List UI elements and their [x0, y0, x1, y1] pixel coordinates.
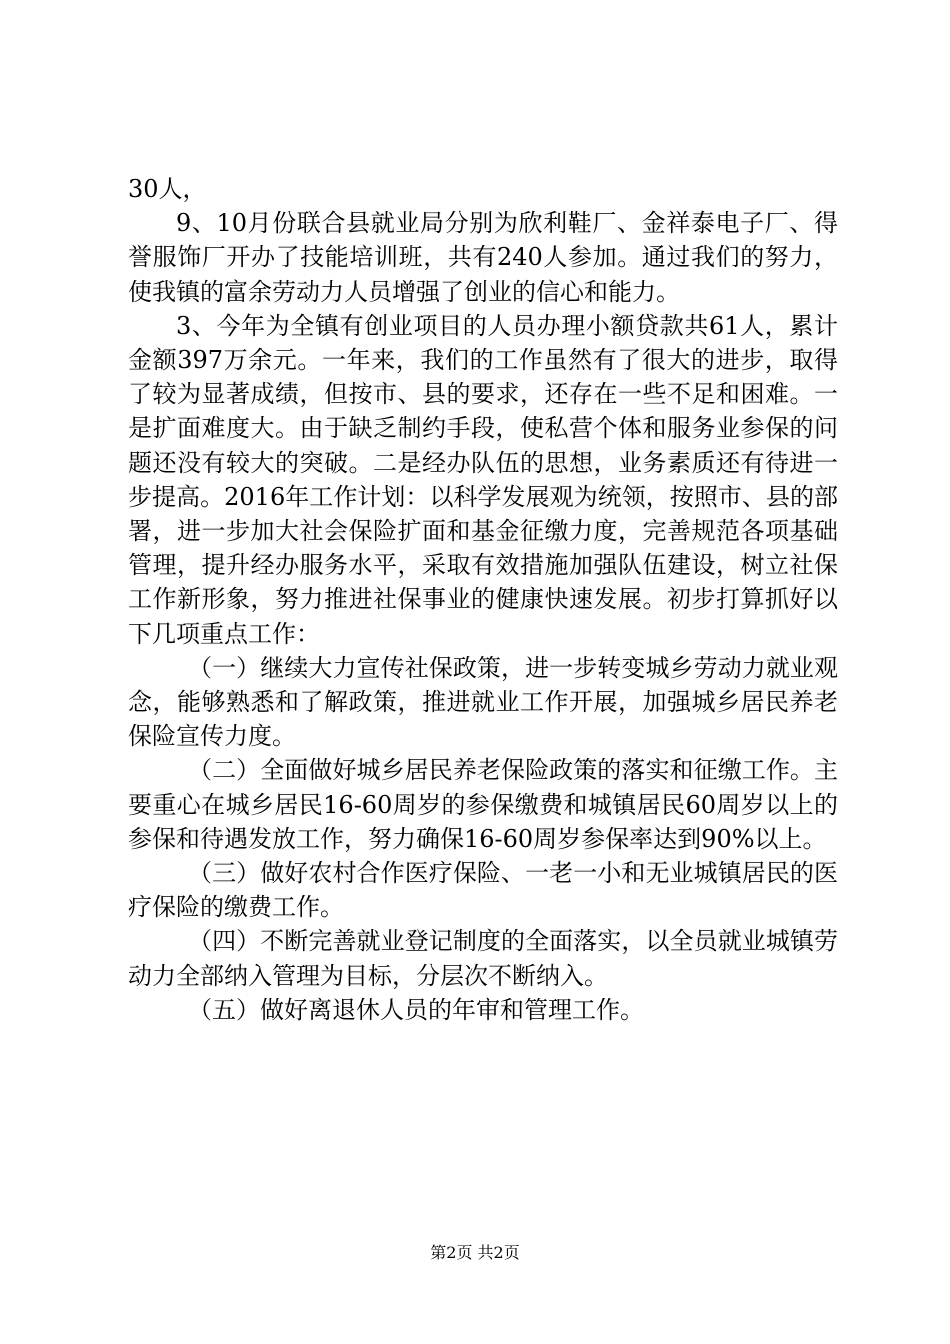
plan-item-3: （三）做好农村合作医疗保险、一老一小和无业城镇居民的医疗保险的缴费工作。 [128, 859, 838, 922]
page-footer: 第2页 共2页 [430, 1243, 520, 1262]
document-body [128, 172, 838, 1027]
paragraph-continuation: 30人， [128, 175, 207, 203]
plan-item-5: （五）做好离退休人员的年审和管理工作。 [188, 995, 644, 1024]
paragraph-item-3: 3、今年为全镇有创业项目的人员办理小额贷款共61人，累计金额397万余元。一年来，我们的工作虽然有了很大的进步，取得了较为显著成绩，但按市、县的要求，还存在一些不足和困难。一是扩面难度大。由于缺乏制约手段，使私营个体和服务业参保的问题还没有较大的突破。二是经办队伍的思想，业务素质还有待进一步提高。2016年工作计划：以科学发展观为统领，按照市、县的部署，进一步加大社会保险扩面和基金征缴力度，完善规范各项基础管理，提升经办服务水平，采取有效措施加强队伍建设，树立社保工作新形象，努力推进社保事业的健康快速发展。初步打算抓好以下几项重点工作： [128, 311, 838, 648]
paragraph-item-9: 9、10月份联合县就业局分别为欣利鞋厂、金祥泰电子厂、得誉服饰厂开办了技能培训班，共有240人参加。通过我们的努力，使我镇的富余劳动力人员增强了创业的信心和能力。 [128, 209, 838, 306]
plan-item-1: （一）继续大力宣传社保政策，进一步转变城乡劳动力就业观念，能够熟悉和了解政策，推进就业工作开展，加强城乡居民养老保险宣传力度。 [128, 653, 838, 751]
plan-item-4: （四）不断完善就业登记制度的全面落实，以全员就业城镇劳动力全部纳入管理为目标，分层次不断纳入。 [128, 927, 838, 990]
plan-item-2: （二）全面做好城乡居民养老保险政策的落实和征缴工作。主要重心在城乡居民16-60周岁的参保缴费和城镇居民60周岁以上的参保和待遇发放工作，努力确保16-60周岁参保率达到90%以上。 [128, 756, 838, 853]
